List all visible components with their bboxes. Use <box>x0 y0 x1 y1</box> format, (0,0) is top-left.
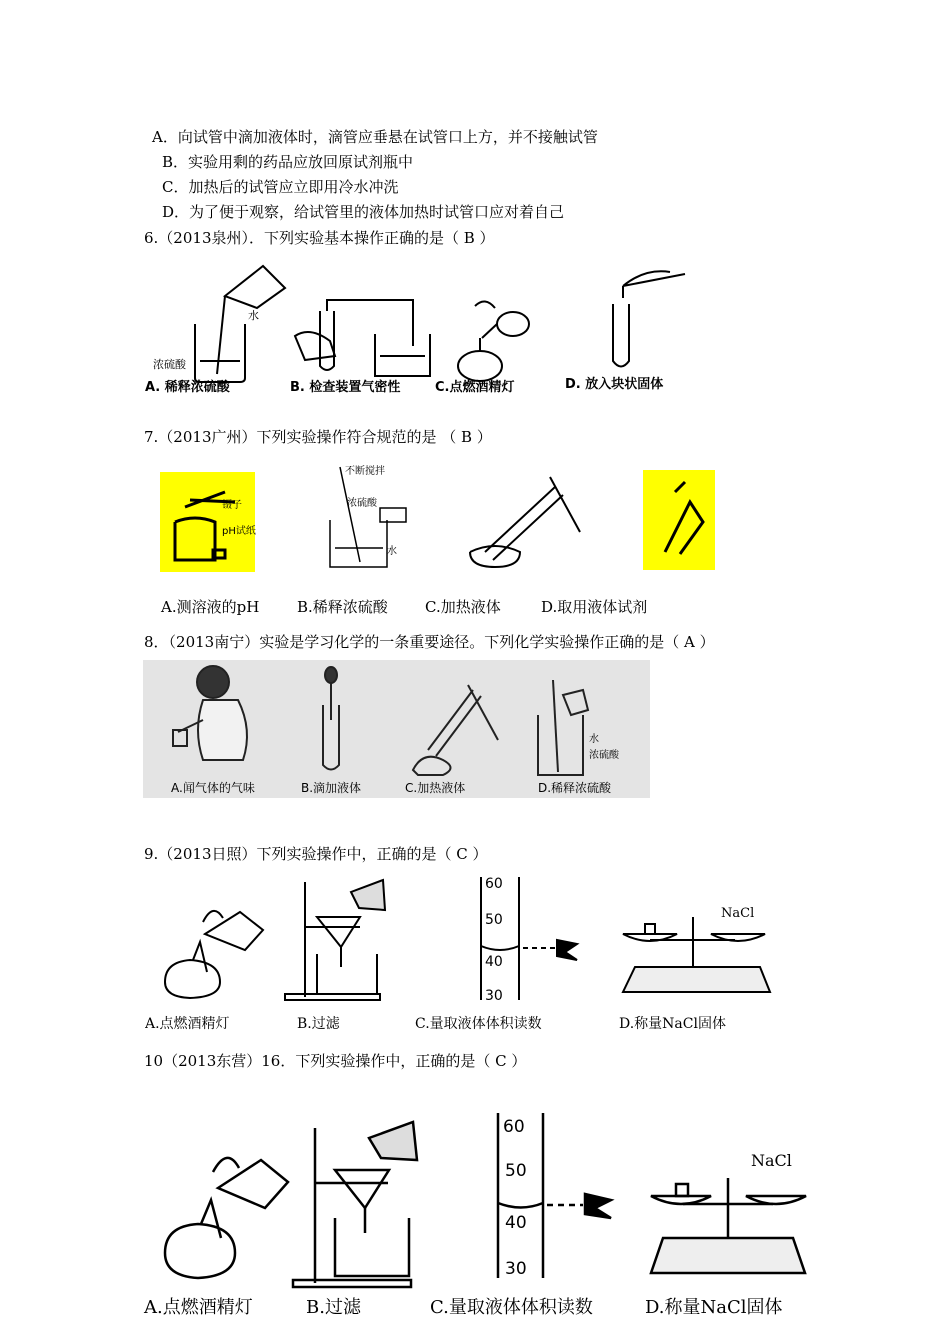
svg-text:C.加热液体: C.加热液体 <box>405 781 466 795</box>
svg-text:D.稀释浓硫酸: D.稀释浓硫酸 <box>538 781 612 795</box>
q7-option-c: C.加热液体 <box>425 598 501 616</box>
svg-text:浓硫酸: 浓硫酸 <box>347 498 377 509</box>
q5-option-d: D．为了便于观察，给试管里的液体加热时试管口应对着自己 <box>162 203 565 221</box>
svg-text:B. 检查装置气密性: B. 检查装置气密性 <box>290 380 401 395</box>
q10-label-b: B.过滤 <box>306 1297 361 1318</box>
q9-stem: 9.（2013日照）下列实验操作中，正确的是（ C ） <box>144 845 488 863</box>
q7-option-a: A.测溶液的pH <box>161 598 260 616</box>
q6-fig-a-beaker <box>195 266 285 382</box>
svg-text:B.滴加液体: B.滴加液体 <box>301 781 362 795</box>
svg-text:水: 水 <box>248 309 259 322</box>
svg-text:C.量取液体体积读数: C.量取液体体积读数 <box>415 1016 542 1032</box>
svg-text:A. 稀释浓硫酸: A. 稀释浓硫酸 <box>145 380 230 395</box>
svg-text:60: 60 <box>485 876 503 892</box>
svg-text:NaCl: NaCl <box>751 1151 792 1170</box>
q10-label-d: D.称量NaCl固体 <box>645 1297 783 1318</box>
q5-option-c: C．加热后的试管应立即用冷水冲洗 <box>162 178 399 196</box>
svg-text:C.点燃酒精灯: C.点燃酒精灯 <box>435 380 515 395</box>
q10-stem: 10（2013东营）16．下列实验操作中，正确的是（ C ） <box>144 1052 527 1070</box>
q6-stem: 6.（2013泉州）．下列实验基本操作正确的是（ B ） <box>144 229 495 247</box>
svg-text:D. 放入块状固体: D. 放入块状固体 <box>565 377 664 392</box>
svg-text:浓硫酸: 浓硫酸 <box>153 358 186 371</box>
svg-text:水: 水 <box>589 734 599 745</box>
q10-label-a: A.点燃酒精灯 <box>144 1297 253 1318</box>
svg-text:A.闻气体的气味: A.闻气体的气味 <box>171 781 255 795</box>
q7-option-b: B.稀释浓硫酸 <box>297 598 388 616</box>
svg-text:NaCl: NaCl <box>721 906 755 921</box>
svg-text:50: 50 <box>505 1161 527 1181</box>
svg-text:水: 水 <box>387 546 397 557</box>
q7-figure <box>155 462 720 577</box>
q10-label-c: C.量取液体体积读数 <box>430 1297 593 1318</box>
svg-text:浓硫酸: 浓硫酸 <box>589 750 619 761</box>
svg-text:镊子: 镊子 <box>222 500 242 511</box>
q5-option-a: A．向试管中滴加液体时，滴管应垂悬在试管口上方，并不接触试管 <box>152 128 598 146</box>
svg-text:B.过滤: B.过滤 <box>297 1016 340 1032</box>
svg-text:30: 30 <box>485 988 503 1004</box>
svg-text:50: 50 <box>485 912 503 928</box>
q6-figure <box>145 256 690 396</box>
svg-text:40: 40 <box>485 954 503 970</box>
svg-text:A.点燃酒精灯: A.点燃酒精灯 <box>145 1016 230 1032</box>
q8-stem: 8．（2013南宁）实验是学习化学的一条重要途径。下列化学实验操作正确的是（ A ） <box>144 633 715 651</box>
q5-option-b: B．实验用剩的药品应放回原试剂瓶中 <box>162 153 414 171</box>
q7-option-d: D.取用液体试剂 <box>541 598 648 616</box>
q9-figure <box>145 872 785 1042</box>
q7-stem: 7.（2013广州）下列实验操作符合规范的是 （ B ） <box>144 428 492 446</box>
svg-text:40: 40 <box>505 1213 527 1233</box>
svg-text:D.称量NaCl固体: D.称量NaCl固体 <box>619 1016 726 1032</box>
svg-text:pH试纸: pH试纸 <box>222 526 256 537</box>
q8-figure <box>143 660 650 798</box>
svg-text:60: 60 <box>503 1117 525 1137</box>
svg-text:不断搅拌: 不断搅拌 <box>345 466 385 477</box>
svg-text:30: 30 <box>505 1259 527 1279</box>
